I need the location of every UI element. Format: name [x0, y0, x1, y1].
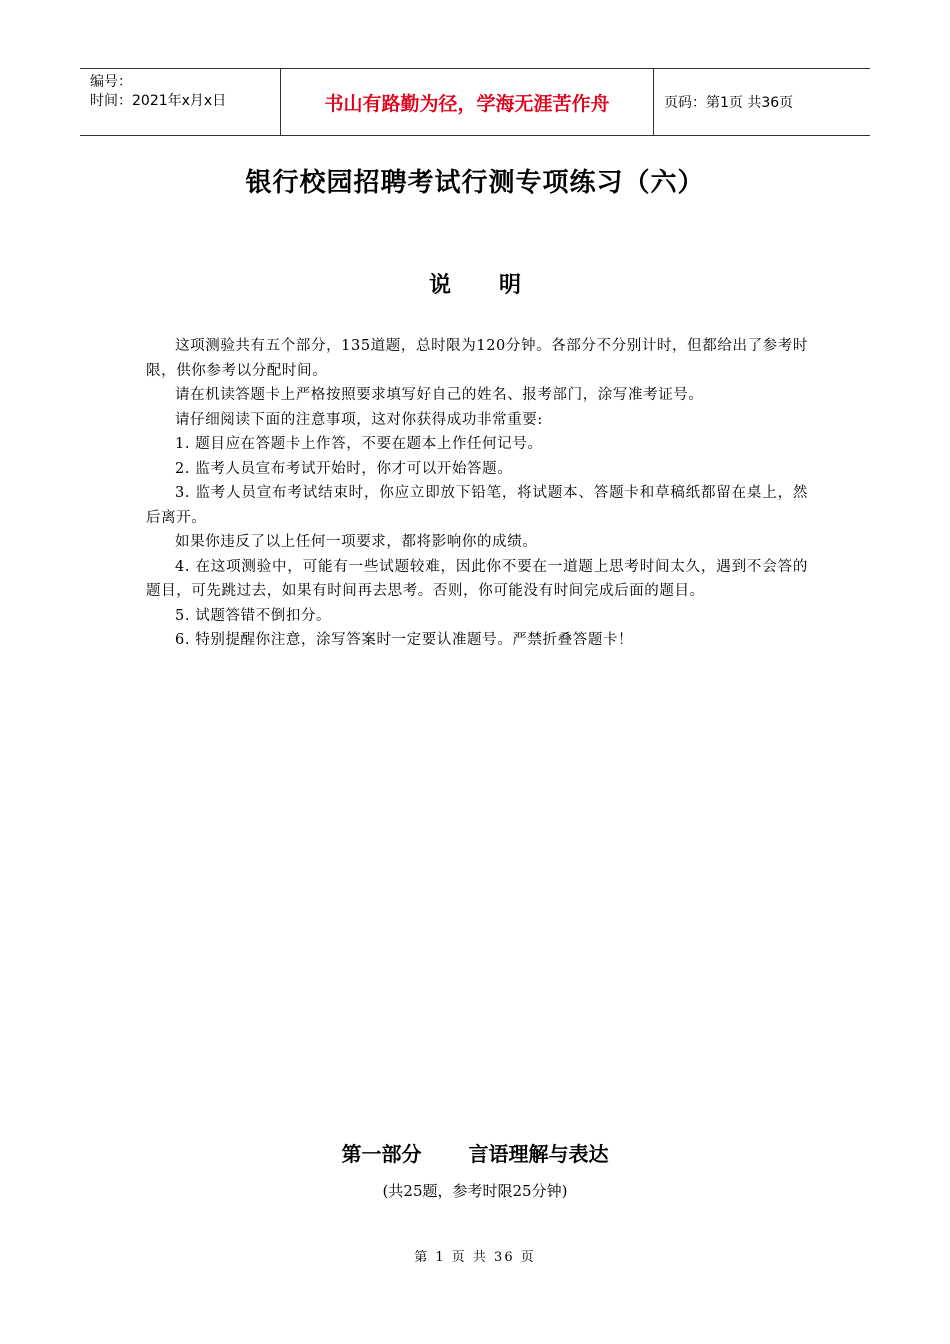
header-meta [80, 69, 281, 135]
instruction-paragraph: 如果你违反了以上任何一项要求，都将影响你的成绩。 [175, 534, 538, 550]
part-one-note: (共25题，参考时限25分钟) [382, 1182, 568, 1200]
header-page-info: 页码：第1页 共36页 [664, 95, 794, 111]
document-title: 银行校园招聘考试行测专项练习（六） [245, 168, 705, 198]
instruction-paragraph: 请在机读答题卡上严格按照要求填写好自己的姓名、报考部门，涂写准考证号。 [175, 387, 704, 403]
instruction-paragraph: 5. 试题答错不倒扣分。 [175, 607, 332, 624]
part-one-title: 第一部分 言语理解与表达 [341, 1142, 609, 1166]
instruction-paragraph: 6. 特别提醒你注意，涂写答案时一定要认准题号。严禁折叠答题卡！ [175, 632, 634, 648]
instruction-paragraph: 2. 监考人员宣布考试开始时，你才可以开始答题。 [175, 460, 513, 477]
header-motto: 书山有路勤为径，学海无涯苦作舟 [281, 69, 654, 135]
instructions-body [146, 334, 808, 653]
page-footer: 第 1 页 共 36 页 [414, 1250, 536, 1265]
date-label: 时间：2021年x月x日 [90, 93, 227, 109]
instruction-paragraph: 4. 在这项测验中，可能有一些试题较难，因此你不要在一道题上思考时间太久，遇到不会答的题目，可先跳过去，如果有时间再去思考。否则，你可能没有时间完成后面的题目。 [146, 558, 808, 599]
instruction-paragraph: 这项测验共有五个部分，135道题，总时限为120分钟。各部分不分别计时，但都给出了参考时限，供你参考以分配时间。 [146, 338, 808, 379]
instruction-paragraph: 1. 题目应在答题卡上作答，不要在题本上作任何记号。 [175, 436, 543, 452]
instruction-paragraph: 3. 监考人员宣布考试结束时，你应立即放下铅笔，将试题本、答题卡和草稿纸都留在桌上，然后离开。 [146, 485, 808, 526]
serial-number-label: 编号： [90, 74, 132, 90]
section-heading-instructions: 说明 [428, 273, 569, 298]
instruction-paragraph: 请仔细阅读下面的注意事项，这对你获得成功非常重要: [175, 411, 543, 428]
document-header [80, 68, 870, 136]
